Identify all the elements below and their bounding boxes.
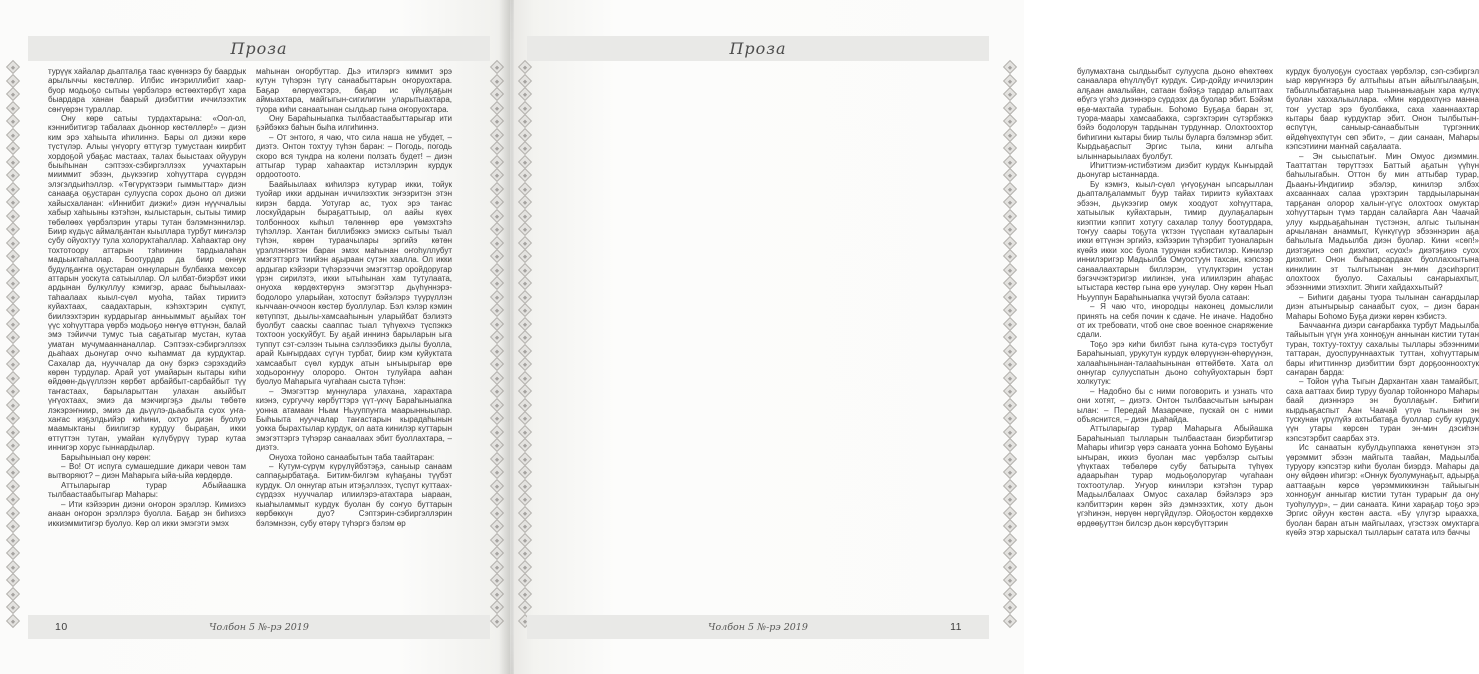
diamond-ornament-icon <box>1003 222 1017 236</box>
diamond-ornament-icon <box>518 100 532 114</box>
diamond-ornament-icon <box>6 181 20 195</box>
paragraph: Тоҕо эрэ киһи билбэт гына кута-сүрэ тостубут Бараһыныап, урукутун курдук өлөрүүнэн-өһөрүүнэн, халааһынынан-талааһынынан өттөйбөтө. Хата ол оннугар сулууспатын дьоно соһуйуохтарын бэрт холкутук: <box>1077 339 1273 387</box>
diamond-ornament-icon <box>518 532 532 546</box>
diamond-ornament-icon <box>6 330 20 344</box>
section-title: Проза <box>230 39 288 58</box>
diamond-ornament-icon <box>6 600 20 614</box>
diamond-ornament-icon <box>1003 114 1017 128</box>
diamond-ornament-icon <box>518 411 532 425</box>
diamond-ornament-icon <box>518 222 532 236</box>
diamond-ornament-icon <box>6 276 20 290</box>
paragraph: булумахтана сылдьыбыт сулууспа дьоно өһөхтөөх санаалара өһүллүбүт курдук. Сир-дойду иччилэрин алҕаан амалыйан, сатаан бэйэҕэ тардар алыптаах өбүгэ үгэһэ диэннэрэ сүрдээх да буолар эбит. Бэйэм өҕө-махтайа турабын. Боһомо Буҕаҕа баран эт, туора-маары хамсаабакка, сэргэхтэрин сүтэрбэккэ бэйэ бодолорун тардынан турдуннар. Олохтоохтор биһигини кытары биир тылы буларга бэлэмнэр эбит. Кырдьаҕаспыт Эргис тыла, кини алгыһа ылыннарыылаах буолбут. <box>1077 67 1273 161</box>
diamond-ornament-icon <box>518 546 532 560</box>
diamond-ornament-icon <box>1003 465 1017 479</box>
diamond-ornament-icon <box>6 262 20 276</box>
diamond-ornament-icon <box>6 613 20 627</box>
diamond-ornament-icon <box>1003 289 1017 303</box>
diamond-ornament-icon <box>6 235 20 249</box>
diamond-ornament-icon <box>1003 478 1017 492</box>
diamond-ornament-icon <box>518 397 532 411</box>
diamond-ornament-icon <box>518 60 532 74</box>
paragraph: Бу кэмҥэ, кыыл-сүөл үҥүоҕунан ыпсарыллан дьапталҕаламмыт буур тайах тириитэ куйахтаах эбээн, дьүкээгир омук хоодуот хоһүуттара, хатыылык куйахтарын, тимир дуулаҕаларын киэптии кэппит хотугу сахалар толуу боотурдара, тоҥуу саары тоҕута үктээн түүспаан кутааларын икки өттүнэн эргийэ, кэйээрин түһэрбит туоналарын күөйэ икки хос буола турунан кэбистилэр. Кинилэр иннилэригэр Мадьылба Омуостуун тахсан, кэпсээр санаалаахтарын биллэрэн, үтүлүктэрин устан бэгэччэктэригэр иилинэн, уҥа илиилэрин аһаҕас ытыстара көстөр гына өрө уунулар. Ону көрөн Ньап Ньууппун Бараһыныапка үчүгэй буола сатаан: <box>1077 179 1273 302</box>
diamond-ornament-icon <box>1003 181 1017 195</box>
diamond-ornament-icon <box>518 559 532 573</box>
diamond-ornament-icon <box>6 289 20 303</box>
diamond-ornament-icon <box>518 303 532 317</box>
diamond-ornament-icon <box>1003 262 1017 276</box>
diamond-ornament-icon <box>6 424 20 438</box>
text-column <box>256 67 452 613</box>
diamond-ornament-icon <box>1003 249 1017 263</box>
diamond-ornament-icon <box>6 60 20 74</box>
diamond-ornament-icon <box>6 478 20 492</box>
diamond-ornament-icon <box>1003 370 1017 384</box>
diamond-ornament-icon <box>6 573 20 587</box>
left-page <box>0 0 510 674</box>
diamond-ornament-icon <box>1003 532 1017 546</box>
diamond-ornament-icon <box>6 249 20 263</box>
diamond-ornament-icon <box>6 195 20 209</box>
diamond-ornament-icon <box>518 384 532 398</box>
diamond-ornament-icon <box>1003 73 1017 87</box>
diamond-ornament-icon <box>6 222 20 236</box>
paragraph: Барыһыныап ону көрөн: <box>61 452 151 462</box>
diamond-ornament-icon <box>6 546 20 560</box>
diamond-ornament-icon <box>6 370 20 384</box>
diamond-ornament-icon <box>1003 276 1017 290</box>
text-column <box>1077 67 1273 613</box>
diamond-ornament-icon <box>518 208 532 222</box>
ornament-column <box>1003 60 1017 628</box>
diamond-ornament-icon <box>1003 316 1017 330</box>
diamond-ornament-icon <box>6 168 20 182</box>
diamond-ornament-icon <box>518 586 532 600</box>
diamond-ornament-icon <box>518 478 532 492</box>
paragraph: – Ити кэйээрин диэни оҥорон эрэллэр. Кимиэхэ анаан оҥорон эрэллэрэ буолла. Баҕар эн биһиэхэ иккиэммитигэр буолуо. Көр ол икки эмэгэти эмэх <box>48 499 246 528</box>
diamond-ornament-icon <box>1003 546 1017 560</box>
paragraph: Баайыылаах киһилэрэ кутурар икки, тойук туойар икки ардынан иччилээхтик эҥээритэн этэн кирэн барда. Уотугар ас, туох эрэ таҥас лоскуйдарын быраҕаттыыр, ол аайы күөх толбонноох кыһыл төлөннөр өрө үөмэхтэһэ түһэллэр. Хантан биллибэккэ эмискэ сытыы тыал түһэн, көрөн тураачылары эргийэ көтөн үрэллэҥнэтэн баран эмэх маһынан оҥоһуллубут эмэгэттэргэ тиийэн аҕыраан сүтэн хаалла. Ол икки ардыгар кэйээри түһэрээччи эмэгэттэр оройдоругар үрэн сирилэтэ, икки ытыһынан хам тутулаата, онуоха көрдөхтөрүнэ эмэгэттэр дьүһүннэрэ-бодолоро уларыйан, хотоспут бэйэлэрэ түүрүллэн кыччаан-оччоон көстөр буоллулар. Бэл кэлэр кэмин көтүппэт, дьылы-хамсааһынын уларыйбат бэлиэтэ буолбут сааскы сааппас тыал түһүөхчэ түспэккэ тохтоон уоскуйбут. Бу аҕай иннинэ барыларын ыга туппут сэт-сэлээн тыына сэллээбиккэ дылы буолла, арай Кыҥырдаах сүгүн турбат, биир кэм куйуктата хамсаабыт сүөл курдук атын ыҥыырыгар өрө ходьороҥнуу олороро. Онтон тулуйара ааһан буолуо Маһарыга чугаһаан сыста түһэн: <box>256 179 452 387</box>
diamond-ornament-icon <box>1003 154 1017 168</box>
diamond-ornament-icon <box>6 303 20 317</box>
diamond-ornament-icon <box>1003 384 1017 398</box>
diamond-ornament-icon <box>6 316 20 330</box>
diamond-ornament-icon <box>518 316 532 330</box>
diamond-ornament-icon <box>518 154 532 168</box>
ornament-column <box>518 60 532 628</box>
page-footer <box>527 615 989 639</box>
diamond-ornament-icon <box>1003 357 1017 371</box>
diamond-ornament-icon <box>1003 438 1017 452</box>
diamond-ornament-icon <box>1003 397 1017 411</box>
diamond-ornament-icon <box>6 343 20 357</box>
diamond-ornament-icon <box>518 519 532 533</box>
diamond-ornament-icon <box>6 586 20 600</box>
diamond-ornament-icon <box>518 451 532 465</box>
ornament-column <box>6 60 20 628</box>
diamond-ornament-icon <box>518 289 532 303</box>
diamond-ornament-icon <box>518 181 532 195</box>
diamond-ornament-icon <box>518 357 532 371</box>
diamond-ornament-icon <box>1003 600 1017 614</box>
diamond-ornament-icon <box>1003 451 1017 465</box>
diamond-ornament-icon <box>6 87 20 101</box>
journal-title: Чолбон 5 №-рэ 2019 <box>708 621 808 633</box>
diamond-ornament-icon <box>1003 424 1017 438</box>
diamond-ornament-icon <box>1003 573 1017 587</box>
paragraph: Онуоха тойоно санаабытын таба таайтаран: <box>269 452 435 462</box>
diamond-ornament-icon <box>518 195 532 209</box>
diamond-ornament-icon <box>1003 100 1017 114</box>
diamond-ornament-icon <box>518 424 532 438</box>
diamond-ornament-icon <box>6 519 20 533</box>
paragraph: – Надобно бы с ними поговорить и узнать что они хотят, – диэтэ. Онтон тылбаасчытын ыҥыран ылан: – Передай Мазаречке, пускай он с ними объяснится, – диэн дьаһайда. <box>1077 386 1273 425</box>
paragraph: – Биһиги даҕаны туора тылынан саҥардылар диэн атыҥырыыр санаабыт суох, – диэн баран Маһары Боһомо Буҕа диэки көрөн кэбистэ. <box>1286 292 1479 321</box>
diamond-ornament-icon <box>1003 343 1017 357</box>
diamond-ornament-icon <box>518 127 532 141</box>
diamond-ornament-icon <box>1003 235 1017 249</box>
diamond-ornament-icon <box>518 492 532 506</box>
diamond-ornament-icon <box>1003 613 1017 627</box>
diamond-ornament-icon <box>518 235 532 249</box>
diamond-ornament-icon <box>1003 208 1017 222</box>
diamond-ornament-icon <box>6 492 20 506</box>
paragraph: маһынан оҥорбуттар. Дьэ итилэргэ киммит эрэ кутун түһэрэн түгү санаабыттарын оҥоруохтара. Баҕар өлөрүөхтэрэ, баҕар ис үйүлҕаҕын аймыахтара, майгыгын-сигилигин уларытыахтара, туора киһи санаатынан сылдьар гына оҥоруохтара. <box>256 67 452 114</box>
paragraph: – Кутум-сүрүм күрүлүйбэтэҕэ, саныыр санаам саппаҕырбатаҕа. Битим-билгэм күһаҕаны түүбэт курдук. Ол оннугар атын итэҕэллээх, түспүт куттаах-сүрдээх нууччалар илиилэрэ-атахтара ыараан, кыаһыламмыт курдук буолан бу соҥуо буттарын көрбөккүн дуо? Сэптэрин-сэбиргэллэрин бэлэмнээн, субу өтөрү түһэргэ бэлэм өр <box>256 462 452 528</box>
diamond-ornament-icon <box>518 505 532 519</box>
paragraph: – От энтого, я чаю, что сила наша не убудет, – диэтэ. Онтон тохтуу түһэн баран: – Погодь, погодь скоро вся тундра на колени ползать будет! – диэн аттыгар турар хаһаактар истэллэрин курдук ордоотоото. <box>256 132 452 180</box>
diamond-ornament-icon <box>518 73 532 87</box>
diamond-ornament-icon <box>6 114 20 128</box>
diamond-ornament-icon <box>6 208 20 222</box>
paragraph: Ону көрө сатыы турдахтарына: «Оол-ол, кэннибитигэр табалаах дьоннор көстөллөр!» – диэн ким эрэ хаһыыта иһилиннэ. Бары ол диэки көрө түстүлэр. Алыы үҥүоргу өттүгэр тумустаан киирбит хордоҕой убаҕас мастаах, талах быыстаах ойуурун быыһынан сэптээх-сэбиргэллээх уучахтарын мииммит эбээн, дьүкээгир хоһүуттара сүүрдэн элэгэлдьиһэллэр. «Төгүрүктээри гыммыттар» диэн санааҕа оҕустаран сулууспа сорох дьоно ол диэки хайысхаланан: «Иннибит диэки!» диэн нүүччалыы хабыр хаһыыны кэтэһэн, кылыстарын, сытыы тимир төбөлөөх үөрбэлэрин утары тутан бэлэмнэннилэр. Биир күдьүс аймалҕантан кыыллара турбут миҥэлэр субу ойуохтуу тула холоруктаһаллар. Хаһаактар ону тохтотоору аттарын тэһиинин тардыалаһан мадьыктаһаллар. Боотурдар да биир оннук будулҕаҥҥа оҕустаран оннуларын булбакка мөхсөр аттарын уоскута сатыыллар. Ол ылбат-биэрбэт икки ардынан булкуллуу кэмигэр, араас быһыылаах-таһаалаах кыыл-сүөл муоһа, тайах тириитэ куйахтаах, саадахтарын, кэһэхтэрин сүкпүт, биилээхтэрин курдарыгар анньыммыт аҕыйах тоҥ үүс хоһүуттара үөрбэ модьоҕо нөҥүө өттүнэн, балай эмэ тэйиччи тумус тыа саҕатыгар мустан, кутаа уматан мучумааннаналлар. Сэптээх-сэбиргэллээх дьаһаах дьонугар оччо кыһаммат да курдуктар. Сахалар да, нууччалар да ону бэркэ сэрэхэдийэ көрөн турдулар. Арай уот умайарын кытары киһи өйдөөн-дьүүллээн көрбөт арбайбыт-сарбайбыт түү таҥастаах, барыларыттан улахан акыйбыт үҥүохтаах, эмиэ да мэкчиргэҕэ дылы төбөтө лэкэрэҥниир, эмиэ да дьүүлэ-дьаабыта суох уҥа-хаҥас иэҕэлдьийэр киһини, охтуо диэн буолуо маамыктаны биилигэр курдуу быраҕан, икки өттүттэн тутан, умайан күлүбүрүү турар кутаа иннигэр хорус гыннардылар. <box>48 114 246 453</box>
diamond-ornament-icon <box>518 370 532 384</box>
diamond-ornament-icon <box>6 73 20 87</box>
paragraph: Аттыларыгар турар Маһарыга Абыйашка Бараһыныап тылларын тылбаастаан биэрбитигэр Маһары иһигэр үөрэ санаата уонна Боһомо Буҕаны ыҥыран, иккиэ буолан мас үөрбэлэр сытыы үһүктаах төбөлөрө субу батырыта түһүөх адаарыһан турар модьоҕолоругар чугаһаан тохтоотулар. Уҥуор кинилэри кэтэһэн турар Мадьылбалаах Омуос сахалар бэйэлэрэ эрэ кэлбиттэрин көрөн эйэ дэмнээхтик, хоту дьон үгэһинэн, нөрүөн нөргүйдүлэр. Ойоҕостон көрдөххө өрдөөҕүттэн билсэр дьон көрсүбүттэрин <box>1077 424 1273 528</box>
diamond-ornament-icon <box>1003 519 1017 533</box>
diamond-ornament-icon <box>518 330 532 344</box>
page-footer <box>28 615 490 639</box>
diamond-ornament-icon <box>1003 559 1017 573</box>
diamond-ornament-icon <box>1003 60 1017 74</box>
paragraph: – Тойон үүһа Тыгын Дархантан хаан тамайбыт, саха ааттаах биир туруу буолар тойонноро Маһары баай диэннэрэ эн буоллаҕыҥ. Биһиги кырдьаҕаспыт Аан Чаачай үтүө тылынан эн тускунан үрүлүйэ ахтыбатаҕа буоллар субу курдук үүн утары көрсөн туран эн-мин дэсиһэн кэпсэтэрбит саарбах этэ. <box>1286 377 1479 443</box>
diamond-ornament-icon <box>1003 303 1017 317</box>
diamond-ornament-icon <box>6 384 20 398</box>
diamond-ornament-icon <box>1003 505 1017 519</box>
paragraph: курдук буолуоҕун суостаах үөрбэлэр, сэп-сэбиргэл ыар көрүҥнэрэ бу алтыһыы атын айылгылааҕын, табыллыбатаҕына ыар тыыннаныаҕын хара күлүк буолан хаххалыыллара. «Мин көрдөхпүнэ манна тоҥ уустар эрэ буолбакка, саха хааннаахтар кытары баар курдуктар эбит. Онон тылбытын-өспүтүн, саныыр-санаабытын түргэнник өйдөһүөхпүтүн сөп эбит», – дии санаан, Маһары кэпсэтиини маҥнай саҕалаата. <box>1286 67 1479 152</box>
diamond-ornament-icon <box>6 465 20 479</box>
paragraph: Баччааҥҥа диэри саҥарбакка турбут Мадьылба тайыытын үгүн уҥа хонноҕун аннынан кистии тутан туран, тохтуу-тохтуу сахалыы тыллары эбээнними таттаран, дуоспуруннаахтык туттан, хоһүуттарым бары иһиттиннэр диэбиттии бэрт дорҕоонноохтук саҥаран барда: <box>1286 320 1479 377</box>
paragraph: Иһиттиэм-истибэтиэм диэбит курдук Кыҥырдай дьонугар ыстаннарда. <box>1077 161 1273 180</box>
diamond-ornament-icon <box>518 276 532 290</box>
paragraph: – Эн сыыспатыҥ. Мин Омуос диэммин. Тааттаттан төрүттээх Баттый аҕатын үүһүн баһылыгабын. Оттон бу мин аттыбар турар, Дьааҥы-Индигиир эбэлэр, кинилэр элбэх ахсааннаах салаа үрэхтэрин тардыыларынан тарҕанан олорор халыҥ-үгүс олохтоох омуктар хоһүуттарын түмэ тардан салайарга Аан Чаачай улуу кырдьаҕаһынан түстэнэн, алгыс тылынан арчыланан анаммыт, Күнкүгүүр эбээннэрин аҕа баһылыга Мадьылба диэн буолар. Кини «сөп!» диэтэҕинэ сөп диэхпит, «суох!» диэтэҕинэ суох диэхпит. Онон быһаарсардаах буоллаххытына кинилиин эт тылгытынан эн-мин дэсиһэргит олохтоох буолуо. Сахалыы саҥарыахпыт, эбээнними этиэхпит. Эһиги хайдаххытый? <box>1286 151 1479 293</box>
diamond-ornament-icon <box>6 532 20 546</box>
diamond-ornament-icon <box>1003 492 1017 506</box>
paragraph: турүүк хайалар дьапталҕа таас күөннэрэ бу баардык арылыччы көстөллөр. Илбис иҥэриллибит хаар-буор модьоҕо сытыы үөрбэлэрэ өстөөхтөрбүт хара быардара ханан баарый диэбиттии иччилээхтик сөҥүөрэн тураллар. <box>48 67 246 114</box>
diamond-ornament-icon <box>518 573 532 587</box>
diamond-ornament-icon <box>6 451 20 465</box>
diamond-ornament-icon <box>6 505 20 519</box>
diamond-ornament-icon <box>518 262 532 276</box>
diamond-ornament-icon <box>6 438 20 452</box>
diamond-ornament-icon <box>1003 168 1017 182</box>
diamond-ornament-icon <box>1003 141 1017 155</box>
page-number: 10 <box>55 621 68 633</box>
diamond-ornament-icon <box>1003 195 1017 209</box>
diamond-ornament-icon <box>518 438 532 452</box>
diamond-ornament-icon <box>518 114 532 128</box>
diamond-ornament-icon <box>518 465 532 479</box>
diamond-ornament-icon <box>1003 330 1017 344</box>
diamond-ornament-icon <box>1003 87 1017 101</box>
diamond-ornament-icon <box>6 559 20 573</box>
paragraph: Ону Бараһыныапка тылбаастаабыттарыгар ити ҕэйбэккэ баһын быһа илгиһиннэ. <box>256 114 452 133</box>
paragraph: Аттыларыгар турар Абыйаашка тылбаастаабытыгар Маһары: <box>48 480 246 500</box>
paragraph: – Я чаю что, инородцы наконец домыслили принять на себя почин к сдаче. Не иначе. Надобно от их требовати, чтоб оне свое военное снаряжение сдали. <box>1077 302 1273 340</box>
diamond-ornament-icon <box>518 249 532 263</box>
text-column <box>48 67 246 613</box>
diamond-ornament-icon <box>6 397 20 411</box>
diamond-ornament-icon <box>6 127 20 141</box>
page-header <box>527 36 989 61</box>
diamond-ornament-icon <box>518 343 532 357</box>
diamond-ornament-icon <box>1003 127 1017 141</box>
diamond-ornament-icon <box>518 168 532 182</box>
diamond-ornament-icon <box>6 411 20 425</box>
diamond-ornament-icon <box>6 141 20 155</box>
section-title: Проза <box>729 39 787 58</box>
diamond-ornament-icon <box>6 100 20 114</box>
diamond-ornament-icon <box>1003 411 1017 425</box>
right-page <box>514 0 1479 674</box>
text-column <box>1286 67 1479 613</box>
journal-title: Чолбон 5 №-рэ 2019 <box>209 621 309 633</box>
diamond-ornament-icon <box>518 600 532 614</box>
diamond-ornament-icon <box>6 154 20 168</box>
page-header <box>28 36 490 61</box>
paragraph: Ис санаатын кубулдьуппакка көнөтүнэн этэ үөрэммит эбээн майгыта таайан, Мадьылба туруору кэпсэтэр киһи буолан биэрдэ. Маһары да ону өйдөөн иһигэр: «Оннук буолумунаҕыт, адьырҕа ааттааҕын көрсө үөрэммиккинэн тайыыгын хонноҕуҥ анныгар кистии тутан турарыҥ да ону туоһулуур», – дии санаата. Кини хараҕар тоҕо эрэ Эргис ойуун көстөн ааста. «Бу үлүгэр ыраахха, буолан баран атын майгылаах, үгэстээх омуктарга күөйэ этэр харыскал тылларыҥ сатата илэ баччы <box>1286 443 1479 537</box>
diamond-ornament-icon <box>1003 586 1017 600</box>
page-number: 11 <box>950 621 962 633</box>
paragraph: – Эмэгэттэр муннулара улахана, харахтара киэнэ, сургуччу көрбүттэрэ үүт-үкчү Бараһыныапка уонна атамаан Ньам Ньууппуҥга маарынныылар. Быһыыта нууччалар таҥастарын кырадаһынын уокка бырахтылар курдук, ол аата кинилэр куттарын эмэгэттэргэ түһэрэр санаалаах эбит буоллахтара, – диэтэ. <box>256 386 452 453</box>
diamond-ornament-icon <box>518 141 532 155</box>
diamond-ornament-icon <box>518 87 532 101</box>
paragraph: – Во! От испуга сумашедшие дикари чевон там вытворяют? – диэн Маһарыга ыйа-ыйа көрдөрдө. <box>48 462 246 481</box>
diamond-ornament-icon <box>6 357 20 371</box>
